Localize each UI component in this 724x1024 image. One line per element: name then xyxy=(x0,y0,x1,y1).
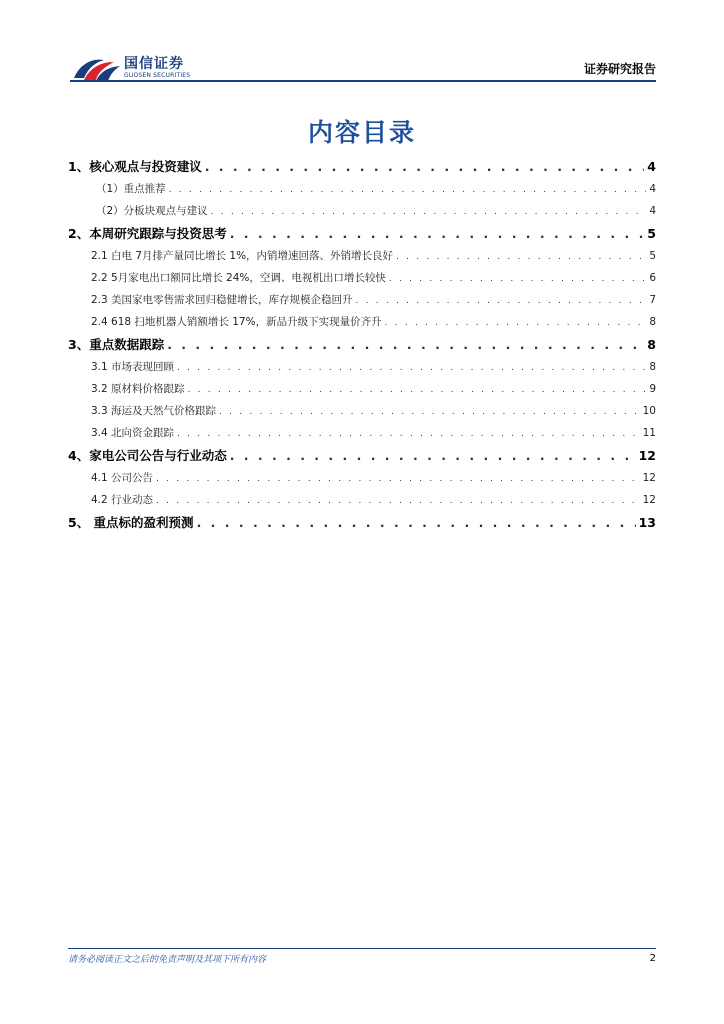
toc-entry-page: 5 xyxy=(647,225,656,241)
toc-leader-dots xyxy=(197,515,636,531)
report-type-label: 证券研究报告 xyxy=(583,62,656,76)
footer-divider xyxy=(68,948,656,949)
toc-section-entry[interactable] xyxy=(68,441,656,464)
toc-entry-title: 1、核心观点与投资建议 xyxy=(68,158,202,174)
toc-entry-page: 5 xyxy=(649,250,656,263)
toc-subsection-entry[interactable] xyxy=(68,375,656,397)
toc-entry-page: 12 xyxy=(642,494,656,507)
toc-leader-dots xyxy=(385,318,647,330)
logo-chinese-name: 国信证券 xyxy=(124,56,184,72)
toc-entry-page: 12 xyxy=(642,472,656,485)
toc-leader-dots xyxy=(169,185,647,197)
toc-leader-dots xyxy=(230,448,636,464)
toc-subsection-entry[interactable] xyxy=(68,242,656,264)
toc-entry-title: 2、本周研究跟踪与投资思考 xyxy=(68,225,227,241)
toc-entry-title: （1）重点推荐 xyxy=(96,183,166,196)
toc-entry-title: 2.2 5月家电出口额同比增长 24%，空调、电视机出口增长较快 xyxy=(91,272,386,285)
toc-leader-dots xyxy=(211,207,647,219)
toc-subsection-entry[interactable] xyxy=(68,464,656,486)
toc-entry-title: 3.2 原材料价格跟踪 xyxy=(91,383,185,396)
toc-entry-title: 3.1 市场表现回顾 xyxy=(91,361,175,374)
toc-leader-dots xyxy=(205,159,645,175)
toc-entry-title: 4.1 公司公告 xyxy=(91,472,154,485)
toc-entry-page: 7 xyxy=(649,294,656,307)
toc-subsection-entry[interactable] xyxy=(68,175,656,197)
guosen-logo-icon xyxy=(70,50,122,84)
footer-disclaimer: 请务必阅读正文之后的免责声明及其项下所有内容 xyxy=(68,955,267,965)
toc-entry-page: 8 xyxy=(649,316,656,329)
toc-subsection-entry[interactable] xyxy=(68,397,656,419)
toc-entry-page: 9 xyxy=(649,383,656,396)
toc-leader-dots xyxy=(177,429,640,441)
toc-section-entry[interactable] xyxy=(68,330,656,353)
toc-leader-dots xyxy=(156,496,640,508)
toc-entry-title: 2.1 白电 7月排产量同比增长 1%，内销增速回落、外销增长良好 xyxy=(91,250,394,263)
toc-subsection-entry[interactable] xyxy=(68,197,656,219)
toc-entry-title: 4、家电公司公告与行业动态 xyxy=(68,447,227,463)
toc-leader-dots xyxy=(167,337,644,353)
page-number: 2 xyxy=(649,953,656,964)
toc-subsection-entry[interactable] xyxy=(68,264,656,286)
toc-section-entry[interactable] xyxy=(68,219,656,242)
toc-entry-title: （2）分板块观点与建议 xyxy=(96,205,208,218)
toc-entry-title: 2.3 美国家电零售需求回归稳健增长，库存规模企稳回升 xyxy=(91,294,353,307)
table-of-contents xyxy=(68,152,656,531)
toc-entry-page: 8 xyxy=(647,336,656,352)
toc-entry-title: 3、重点数据跟踪 xyxy=(68,336,165,352)
toc-subsection-entry[interactable] xyxy=(68,286,656,308)
page-header xyxy=(0,0,724,90)
toc-subsection-entry[interactable] xyxy=(68,308,656,330)
toc-entry-page: 13 xyxy=(638,514,656,530)
toc-entry-title: 2.4 618 扫地机器人销额增长 17%，新品升级下实现量价齐升 xyxy=(91,316,382,329)
toc-entry-page: 12 xyxy=(638,447,656,463)
toc-leader-dots xyxy=(356,296,647,308)
toc-leader-dots xyxy=(396,252,646,264)
header-divider xyxy=(70,80,656,82)
toc-section-entry[interactable] xyxy=(68,508,656,531)
toc-entry-page: 4 xyxy=(649,183,656,196)
toc-section-entry[interactable] xyxy=(68,152,656,175)
toc-leader-dots xyxy=(219,407,640,419)
toc-leader-dots xyxy=(156,474,640,486)
toc-entry-page: 4 xyxy=(649,205,656,218)
toc-entry-page: 4 xyxy=(647,158,656,174)
toc-leader-dots xyxy=(177,363,646,375)
toc-entry-page: 10 xyxy=(642,405,656,418)
toc-subsection-entry[interactable] xyxy=(68,419,656,441)
toc-entry-title: 3.4 北向资金跟踪 xyxy=(91,427,175,440)
toc-leader-dots xyxy=(389,274,646,286)
logo-english-name: GUOSEN SECURITIES xyxy=(124,72,191,79)
toc-subsection-entry[interactable] xyxy=(68,486,656,508)
toc-entry-title: 3.3 海运及天然气价格跟踪 xyxy=(91,405,217,418)
toc-entry-title: 5、 重点标的盈利预测 xyxy=(68,514,194,530)
toc-leader-dots xyxy=(230,226,645,242)
toc-entry-title: 4.2 行业动态 xyxy=(91,494,154,507)
toc-entry-page: 11 xyxy=(642,427,656,440)
toc-entry-page: 6 xyxy=(649,272,656,285)
toc-entry-page: 8 xyxy=(649,361,656,374)
toc-leader-dots xyxy=(188,385,647,397)
toc-subsection-entry[interactable] xyxy=(68,353,656,375)
toc-title: 内容目录 xyxy=(307,118,416,147)
